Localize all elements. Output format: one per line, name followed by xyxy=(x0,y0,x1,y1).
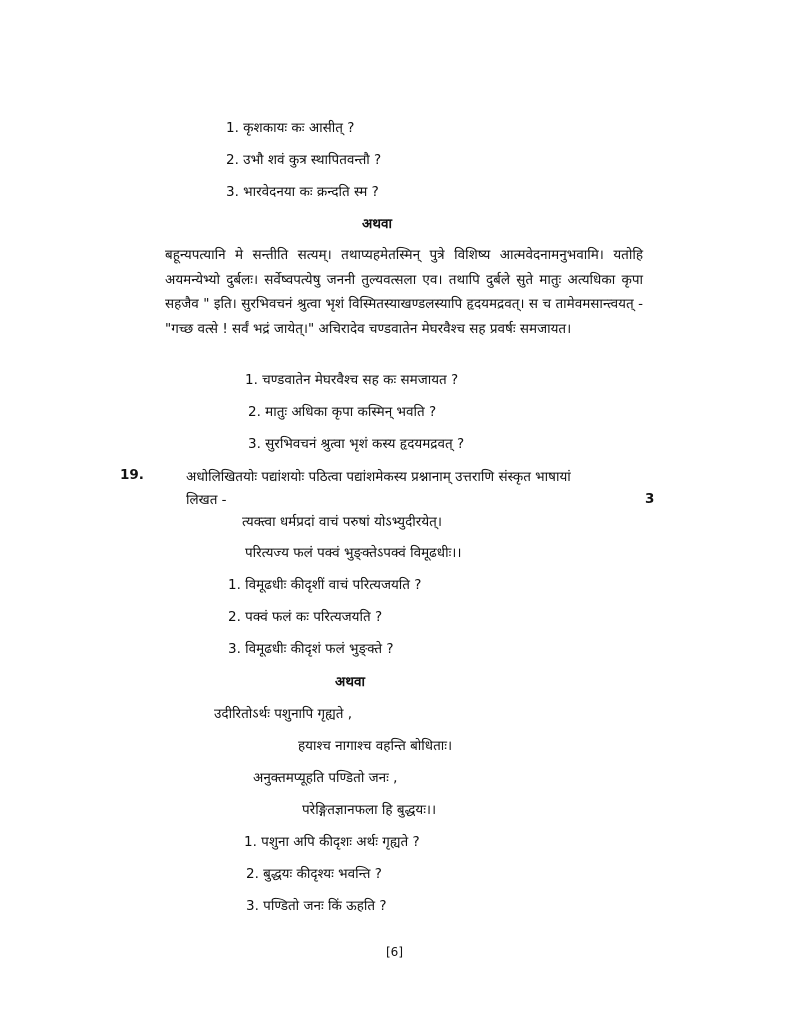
verse2-question-2: 2. बुद्धयः कीदृश्यः भवन्ति ? xyxy=(246,866,382,882)
verse1-line1: त्यक्त्वा धर्मप्रदां वाचं परुषां योऽभ्युदीरयेत्। xyxy=(242,514,442,530)
verse1-question-2: 2. पक्वं फलं कः परित्यजयति ? xyxy=(228,609,383,625)
question-1: 1. कृशकायः कः आसीत् ? xyxy=(226,120,355,136)
verse1-question-1: 1. विमूढधीः कीदृशीं वाचं परित्यजयति ? xyxy=(228,577,422,593)
verse2-line4: परेङ्गितज्ञानफला हि बुद्धयः।। xyxy=(302,802,437,818)
verse2-question-1: 1. पशुना अपि कीदृशः अर्थः गृह्यते ? xyxy=(244,834,420,850)
verse2-question-3: 3. पण्डितो जनः किं ऊहति ? xyxy=(246,898,387,914)
page-number: [6] xyxy=(386,945,403,959)
verse2-line2: हयाश्च नागाश्च वहन्ति बोधिताः। xyxy=(298,738,453,754)
passage-question-2: 2. मातुः अधिका कृपा कस्मिन् भवति ? xyxy=(248,404,437,420)
q19-marks: 3 xyxy=(645,491,655,507)
verse1-line2: परित्यज्य फलं पक्वं भुङ्क्तेऽपक्वं विमूढधीः।। xyxy=(245,545,462,561)
passage-question-1: 1. चण्डवातेन मेघरवैश्च सह कः समजायत ? xyxy=(245,372,459,388)
question-number-19: 19. xyxy=(120,467,144,483)
athava-heading-2: अथवा xyxy=(335,674,365,690)
prose-passage: बहून्यपत्यानि मे सन्तीति सत्यम्। तथाप्यहमेतस्मिन् पुत्रे विशिष्य आत्मवेदनामनुभवामि। यतोहि अयमन्येभ्यो दुर्बलः। सर्वेष्वपत्येषु जननी तुल्यवत्सला एव। तथापि दुर्बले सुते मातुः अत्यधिका कृपा सहजैव " इति। सुरभिवचनं श्रुत्वा भृशं विस्मितस्याखण्डलस्यापि हृदयमद्रवत्। स च तामेवमसान्त्वयत् - "गच्छ वत्से ! सर्वं भद्रं जायेत्।" अचिरादेव चण्डवातेन मेघरवैश्च सह प्रवर्षः समजायत। xyxy=(165,247,643,337)
question-3: 3. भारवेदनया कः क्रन्दति स्म ? xyxy=(226,184,379,200)
verse2-line1: उदीरितोऽर्थः पशुनापि गृह्यते , xyxy=(214,706,353,722)
question-2: 2. उभौ शवं कुत्र स्थापितवन्तौ ? xyxy=(226,152,382,168)
passage-question-3: 3. सुरभिवचनं श्रुत्वा भृशं कस्य हृदयमद्रवत् ? xyxy=(248,436,465,452)
athava-heading-1: अथवा xyxy=(362,216,392,232)
q19-instruction-line1: अधोलिखितयोः पद्यांशयोः पठित्वा पद्यांशमेकस्य प्रश्नानाम् उत्तराणि संस्कृत भाषायां xyxy=(186,469,571,485)
verse2-line3: अनुक्तमप्यूहति पण्डितो जनः , xyxy=(253,770,398,786)
q19-instruction-line2: लिखत - xyxy=(186,492,227,508)
verse1-question-3: 3. विमूढधीः कीदृशं फलं भुङ्क्ते ? xyxy=(228,641,394,657)
